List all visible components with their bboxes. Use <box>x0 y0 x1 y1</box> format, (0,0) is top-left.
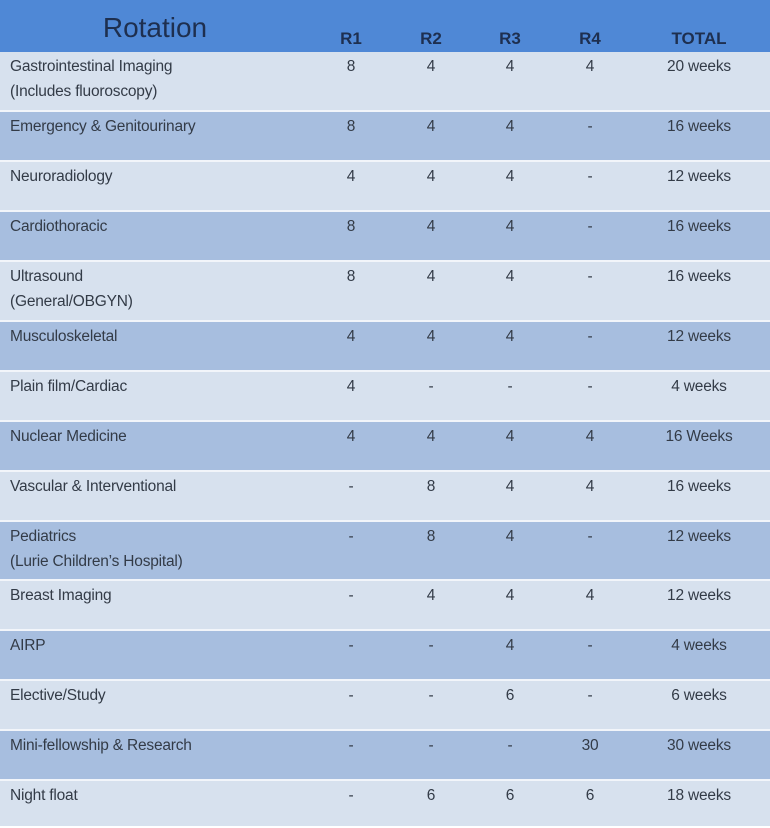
r4-value: - <box>587 378 593 395</box>
r2-value: 4 <box>426 428 436 445</box>
total-value: 16 weeks <box>667 478 731 495</box>
rotation-name-line2: (General/OBGYN) <box>10 293 133 310</box>
total-value: 12 weeks <box>667 328 731 345</box>
r4-value: - <box>587 687 593 704</box>
total-value: 12 weeks <box>667 528 731 545</box>
r3-value: 4 <box>505 218 515 235</box>
rotation-name-line1: AIRP <box>10 637 46 654</box>
rotation-name-line1: Ultrasound <box>10 268 83 285</box>
r4-value: 4 <box>585 428 595 445</box>
r3-value: 4 <box>505 328 515 345</box>
r1-value: 8 <box>346 218 356 235</box>
rotation-name <box>10 583 111 608</box>
total-value: 4 weeks <box>671 378 727 395</box>
r2-value: - <box>428 378 434 395</box>
r2-value: 8 <box>426 478 436 495</box>
table-row <box>0 731 770 781</box>
r4-value: - <box>587 328 593 345</box>
rotation-name <box>10 214 107 239</box>
r4-value: 30 <box>581 737 599 754</box>
table-row <box>0 581 770 631</box>
r2-value: 4 <box>426 58 436 75</box>
total-value: 16 Weeks <box>665 428 733 445</box>
r4-value: - <box>587 218 593 235</box>
r3-value: 4 <box>505 118 515 135</box>
r3-value: 4 <box>505 428 515 445</box>
header-total: TOTAL <box>671 29 727 48</box>
r2-value: 4 <box>426 168 436 185</box>
r1-value: - <box>348 687 354 704</box>
r1-value: - <box>348 587 354 604</box>
rotation-name-line1: Night float <box>10 787 78 804</box>
rotation-name <box>10 264 133 314</box>
header-r2: R2 <box>420 29 442 48</box>
rotation-name-line1: Gastrointestinal Imaging <box>10 58 173 75</box>
r4-value: - <box>587 637 593 654</box>
table-row <box>0 422 770 472</box>
r2-value: - <box>428 737 434 754</box>
r2-value: 4 <box>426 118 436 135</box>
rotation-name-line1: Plain film/Cardiac <box>10 378 127 395</box>
rotation-name-line1: Mini-fellowship & Research <box>10 737 192 754</box>
rotation-name-line1: Nuclear Medicine <box>10 428 127 445</box>
rotation-name-line1: Pediatrics <box>10 528 77 545</box>
table-row <box>0 112 770 162</box>
r3-value: 6 <box>505 687 515 704</box>
r2-value: 6 <box>426 787 436 804</box>
r3-value: 4 <box>505 478 515 495</box>
r3-value: 6 <box>505 787 515 804</box>
r1-value: 8 <box>346 118 356 135</box>
rotation-name-line1: Musculoskeletal <box>10 328 118 345</box>
rotation-name <box>10 164 112 189</box>
table-header <box>0 0 770 52</box>
total-value: 30 weeks <box>667 737 731 754</box>
r3-value: 4 <box>505 168 515 185</box>
rotation-name <box>10 54 172 104</box>
table-row <box>0 262 770 322</box>
r3-value: - <box>507 737 513 754</box>
rotation-name <box>10 424 127 449</box>
total-value: 20 weeks <box>667 58 731 75</box>
r2-value: 4 <box>426 587 436 604</box>
rotation-name-line2: (Includes fluoroscopy) <box>10 83 158 100</box>
table-row <box>0 631 770 681</box>
table-row <box>0 162 770 212</box>
rotation-name-line1: Elective/Study <box>10 687 106 704</box>
r3-value: 4 <box>505 268 515 285</box>
rotation-name <box>10 474 176 499</box>
rotation-name <box>10 114 195 139</box>
r2-value: 4 <box>426 268 436 285</box>
r4-value: 4 <box>585 58 595 75</box>
total-value: 12 weeks <box>667 587 731 604</box>
r1-value: - <box>348 528 354 545</box>
r3-value: 4 <box>505 58 515 75</box>
rotation-name-line1: Cardiothoracic <box>10 218 108 235</box>
r1-value: 4 <box>346 168 356 185</box>
table-row <box>0 781 770 826</box>
total-value: 4 weeks <box>671 637 727 654</box>
header-r3: R3 <box>499 29 521 48</box>
r4-value: - <box>587 168 593 185</box>
total-value: 16 weeks <box>667 218 731 235</box>
r4-value: - <box>587 118 593 135</box>
table-row <box>0 522 770 581</box>
r1-value: 8 <box>346 268 356 285</box>
rotation-name <box>10 733 192 758</box>
r1-value: 4 <box>346 328 356 345</box>
r3-value: 4 <box>505 528 515 545</box>
table-row <box>0 372 770 422</box>
r1-value: - <box>348 478 354 495</box>
total-value: 16 weeks <box>667 268 731 285</box>
r4-value: 4 <box>585 587 595 604</box>
r4-value: - <box>587 268 593 285</box>
table-row <box>0 212 770 262</box>
header-r4: R4 <box>579 29 601 48</box>
table-row <box>0 472 770 522</box>
rotation-name <box>10 633 45 658</box>
r1-value: 4 <box>346 378 356 395</box>
rotation-name-line1: Vascular & Interventional <box>10 478 177 495</box>
header-rotation: Rotation <box>102 12 208 43</box>
r1-value: 8 <box>346 58 356 75</box>
r4-value: - <box>587 528 593 545</box>
table-row <box>0 322 770 372</box>
rotation-name-line2: (Lurie Children’s Hospital) <box>10 553 183 570</box>
table-row <box>0 681 770 731</box>
r2-value: 4 <box>426 218 436 235</box>
r4-value: 6 <box>585 787 595 804</box>
rotation-name <box>10 783 78 808</box>
r1-value: - <box>348 637 354 654</box>
rotation-name <box>10 374 127 399</box>
r1-value: - <box>348 737 354 754</box>
header-r1: R1 <box>340 29 362 48</box>
rotation-name <box>10 324 117 349</box>
r1-value: 4 <box>346 428 356 445</box>
rotation-name <box>10 524 183 574</box>
r2-value: - <box>428 637 434 654</box>
r3-value: 4 <box>505 587 515 604</box>
r1-value: - <box>348 787 354 804</box>
rotation-name-line1: Breast Imaging <box>10 587 112 604</box>
r2-value: - <box>428 687 434 704</box>
rotation-name-line1: Emergency & Genitourinary <box>10 118 196 135</box>
total-value: 16 weeks <box>667 118 731 135</box>
table-row <box>0 52 770 112</box>
total-value: 18 weeks <box>667 787 731 804</box>
total-value: 6 weeks <box>671 687 727 704</box>
r3-value: 4 <box>505 637 515 654</box>
r2-value: 4 <box>426 328 436 345</box>
rotation-name <box>10 683 105 708</box>
total-value: 12 weeks <box>667 168 731 185</box>
rotation-name-line1: Neuroradiology <box>10 168 113 185</box>
r3-value: - <box>507 378 513 395</box>
r2-value: 8 <box>426 528 436 545</box>
r4-value: 4 <box>585 478 595 495</box>
